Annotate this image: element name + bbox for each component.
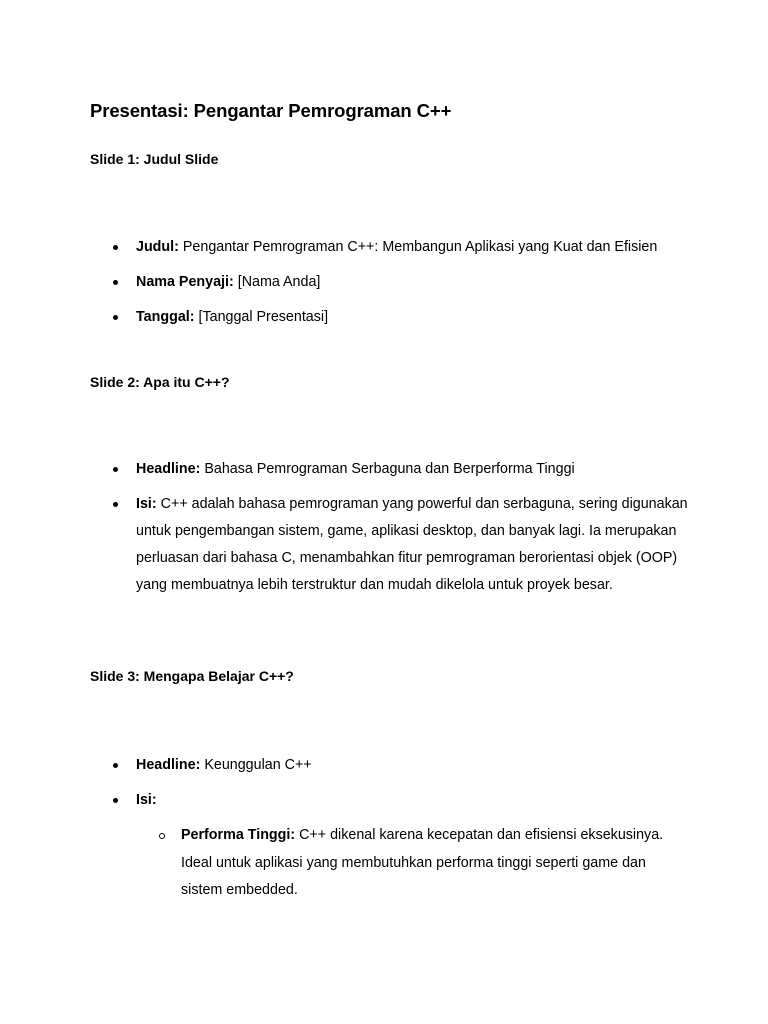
bullet-label: Headline: [136, 461, 201, 477]
list-item [0, 456, 768, 483]
bullet-text: Pengantar Pemrograman C++: Membangun Aplikasi yang Kuat dan Efisien [182, 239, 658, 255]
bullet-text: [Tanggal Presentasi] [198, 309, 329, 325]
bullet-label: Headline: [136, 757, 201, 773]
bullet-icon [113, 798, 118, 803]
bullet-icon [113, 467, 118, 472]
sub-list-item [181, 822, 688, 905]
bullet-label: Judul: [136, 239, 179, 255]
list-item [0, 304, 768, 331]
slide-1-bullet-list [0, 234, 768, 339]
sub-bullet-list [136, 822, 688, 905]
list-item [0, 234, 768, 261]
bullet-label: Tanggal: [136, 309, 195, 325]
sub-bullet-label: Performa Tinggi: [181, 827, 296, 843]
list-item [0, 787, 768, 905]
list-item [0, 752, 768, 779]
document-title: Presentasi: Pengantar Pemrograman C++ [90, 100, 452, 121]
slide-2-heading: Slide 2: Apa itu C++? [90, 374, 230, 390]
hollow-bullet-icon [159, 833, 165, 839]
bullet-icon [113, 245, 118, 250]
list-item [0, 491, 768, 599]
bullet-icon [113, 502, 118, 507]
bullet-icon [113, 763, 118, 768]
bullet-label: Isi: [136, 792, 157, 808]
bullet-icon [113, 280, 118, 285]
bullet-text: Keunggulan C++ [204, 757, 312, 773]
bullet-text: [Nama Anda] [237, 274, 321, 290]
slide-3-bullet-list [0, 752, 768, 913]
list-item [0, 269, 768, 296]
slide-3-heading: Slide 3: Mengapa Belajar C++? [90, 668, 294, 684]
bullet-text: C++ adalah bahasa pemrograman yang powerful dan serbaguna, sering digunakan untuk pengembangan sistem, game, aplikasi desktop, dan banyak lagi. Ia merupakan perluasan dari bahasa C, menambahkan fitur pemrograman berorientasi objek (OOP) yang membuatnya lebih terstruktur dan mudah dikelola untuk proyek besar. [136, 496, 688, 593]
sub-bullet-text: C++ dikenal karena kecepatan dan efisiensi eksekusinya. Ideal untuk aplikasi yang membutuhkan performa tinggi seperti game dan sistem embedded. [181, 827, 664, 898]
slide-2-bullet-list [0, 456, 768, 607]
bullet-text: Bahasa Pemrograman Serbaguna dan Berperforma Tinggi [204, 461, 575, 477]
bullet-label: Nama Penyaji: [136, 274, 234, 290]
bullet-icon [113, 315, 118, 320]
bullet-label: Isi: [136, 496, 157, 512]
slide-1-heading: Slide 1: Judul Slide [90, 151, 219, 167]
